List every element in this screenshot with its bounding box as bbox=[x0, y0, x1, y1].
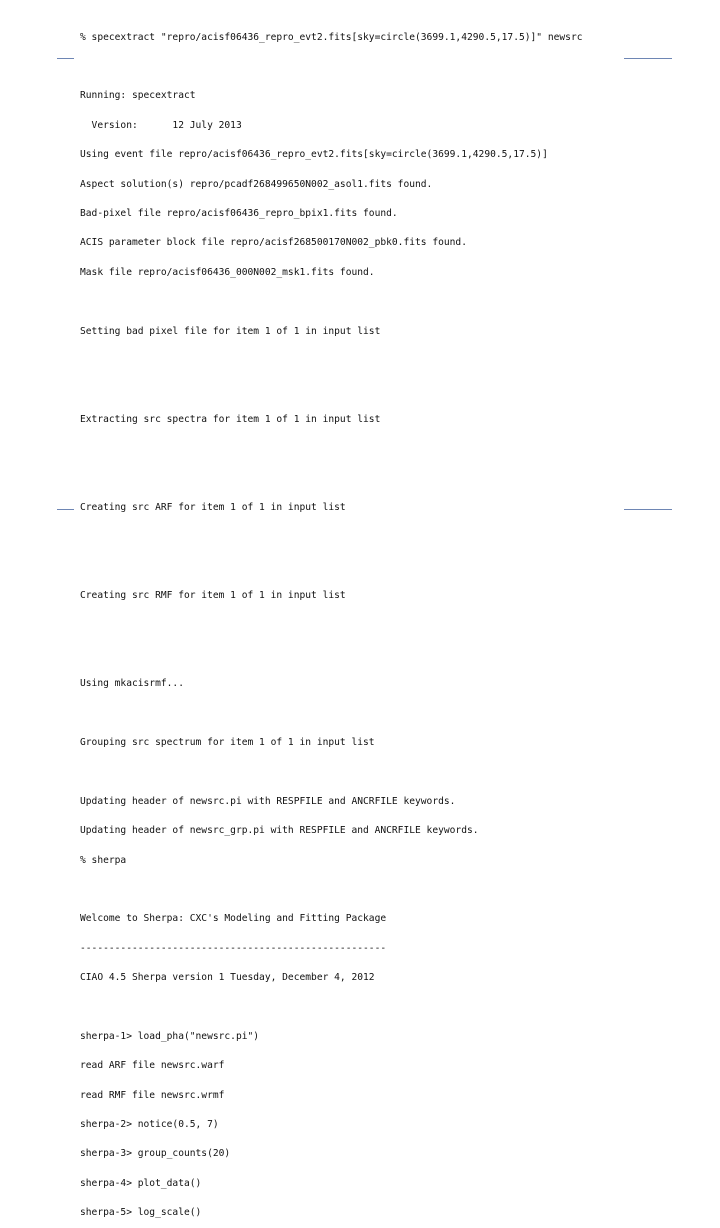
terminal-line: sherpa-2> notice(0.5, 7) bbox=[80, 1119, 219, 1131]
terminal-line bbox=[80, 62, 680, 72]
terminal-line: Aspect solution(s) repro/pcadf268499650N002_asol1.fits found. bbox=[80, 178, 433, 190]
terminal-line bbox=[80, 385, 680, 395]
terminal-line: Updating header of newsrc.pi with RESPFILE and ANCRFILE keywords. bbox=[80, 795, 456, 807]
terminal-line bbox=[80, 356, 680, 366]
terminal-line: Welcome to Sherpa: CXC's Modeling and Fitting Package bbox=[80, 913, 387, 925]
terminal-line: ----------------------------------------------------- bbox=[80, 942, 387, 954]
terminal-output bbox=[80, 13, 680, 1228]
terminal-line: Bad-pixel file repro/acisf06436_repro_bpix1.fits found. bbox=[80, 207, 398, 219]
terminal-line bbox=[80, 444, 680, 454]
terminal-line: Grouping src spectrum for item 1 of 1 in input list bbox=[80, 736, 375, 748]
terminal-line: % specextract "repro/acisf06436_repro_evt2.fits[sky=circle(3699.1,4290.5,17.5)]" newsrc bbox=[80, 31, 583, 43]
terminal-line: sherpa-3> group_counts(20) bbox=[80, 1148, 231, 1160]
top-left-rule bbox=[57, 58, 74, 59]
terminal-line bbox=[80, 650, 680, 660]
terminal-line bbox=[80, 297, 680, 307]
terminal-line: Updating header of newsrc_grp.pi with RESPFILE and ANCRFILE keywords. bbox=[80, 825, 479, 837]
terminal-line: read RMF file newsrc.wrmf bbox=[80, 1089, 225, 1101]
bottom-left-rule bbox=[57, 509, 74, 510]
terminal-line: sherpa-4> plot_data() bbox=[80, 1177, 202, 1189]
terminal-line: CIAO 4.5 Sherpa version 1 Tuesday, December 4, 2012 bbox=[80, 972, 375, 984]
terminal-line bbox=[80, 709, 680, 719]
terminal-line: Extracting src spectra for item 1 of 1 in input list bbox=[80, 413, 381, 425]
terminal-line: Setting bad pixel file for item 1 of 1 in input list bbox=[80, 325, 381, 337]
terminal-line bbox=[80, 767, 680, 777]
terminal-line bbox=[80, 562, 680, 572]
terminal-line: Mask file repro/acisf06436_000N002_msk1.fits found. bbox=[80, 266, 375, 278]
terminal-line bbox=[80, 620, 680, 630]
terminal-line: sherpa-5> log_scale() bbox=[80, 1207, 202, 1219]
terminal-line bbox=[80, 1002, 680, 1012]
terminal-line: read ARF file newsrc.warf bbox=[80, 1060, 225, 1072]
terminal-line bbox=[80, 885, 680, 895]
terminal-line: Using mkacisrmf... bbox=[80, 678, 184, 690]
terminal-line: Creating src RMF for item 1 of 1 in input list bbox=[80, 590, 346, 602]
terminal-line: Version: 12 July 2013 bbox=[80, 119, 242, 131]
terminal-line: Using event file repro/acisf06436_repro_evt2.fits[sky=circle(3699.1,4290.5,17.5)] bbox=[80, 149, 548, 161]
terminal-line: Creating src ARF for item 1 of 1 in input list bbox=[80, 501, 346, 513]
terminal-line: % sherpa bbox=[80, 854, 127, 866]
terminal-line: ACIS parameter block file repro/acisf268500170N002_pbk0.fits found. bbox=[80, 237, 467, 249]
terminal-line: sherpa-1> load_pha("newsrc.pi") bbox=[80, 1030, 260, 1042]
terminal-line bbox=[80, 532, 680, 542]
terminal-line: Running: specextract bbox=[80, 90, 196, 102]
terminal-line bbox=[80, 473, 680, 483]
